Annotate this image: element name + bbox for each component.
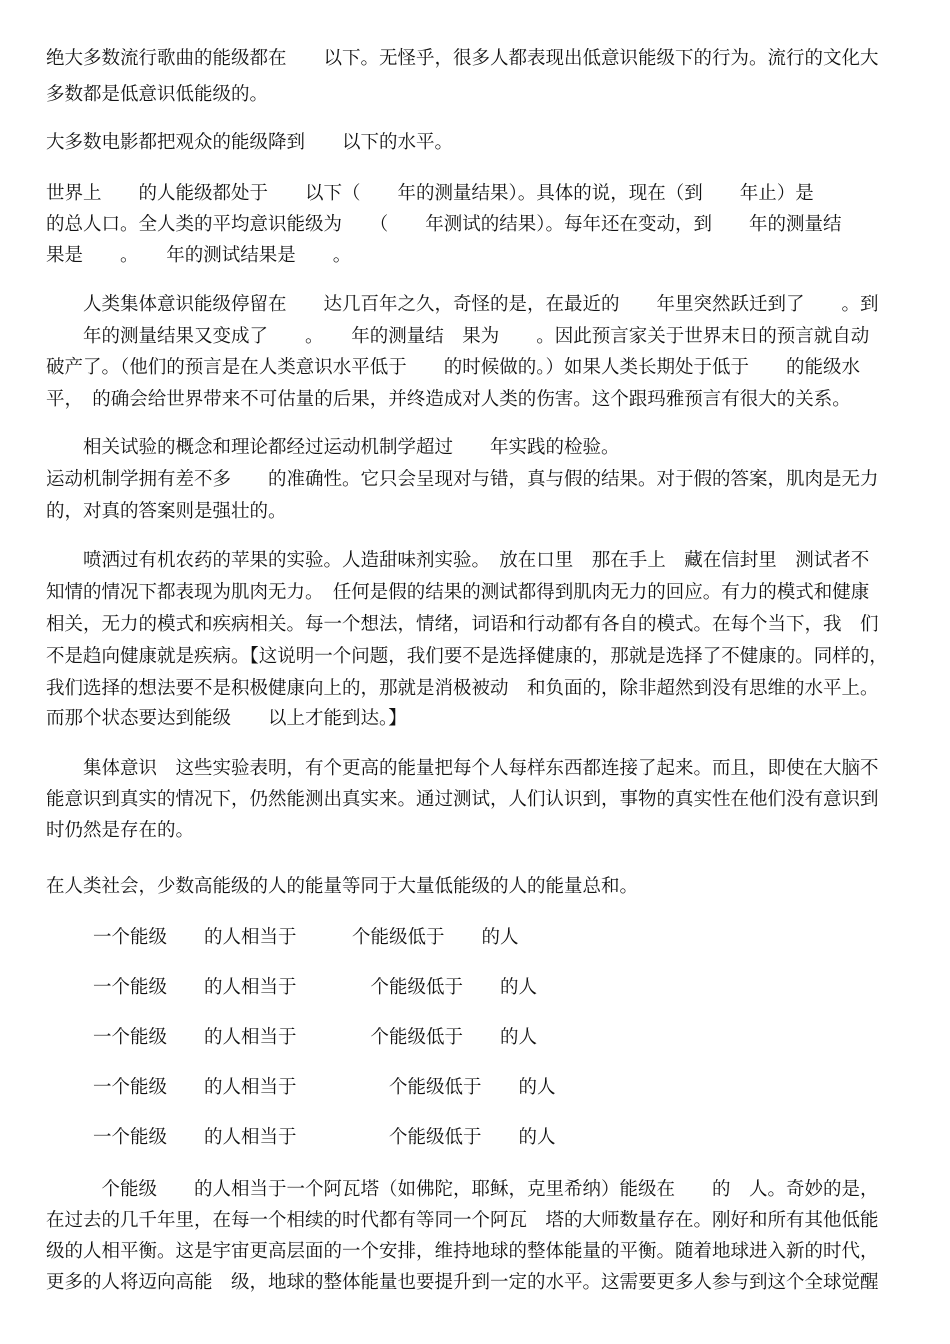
text-line: 相关试验的概念和理论都经过运动机制学超过 年实践的检验。 [46, 437, 620, 458]
text-line: 而那个状态要达到能级 以上才能到达。】 [46, 708, 407, 729]
text-line: 运动机制学拥有差不多 的准确性。它只会呈现对与错，真与假的结果。对于假的答案，肌肉是无力 [46, 469, 879, 490]
text-line: 绝大多数流行歌曲的能级都在 以下。无怪乎，很多人都表现出低意识能级下的行为。流行的文化大 [46, 48, 879, 69]
text-line: 喷洒过有机农药的苹果的实验。人造甜味剂实验。 放在口里 那在手上 藏在信封里 测试者不 [46, 550, 870, 571]
ratio-line: 一个能级 的人相当于 个能级低于 的人 [56, 977, 538, 998]
text-line: 时仍然是存在的。 [46, 820, 195, 841]
text-line: 相关，无力的模式和疾病相关。每一个想法，情绪，词语和行动都有各自的模式。在每个当下，我 们 [46, 614, 879, 635]
text-line: 人类集体意识能级停留在 达几百年之久，奇怪的是，在最近的 年里突然跃迁到了 。到 [46, 294, 879, 315]
text-line: 年的测量结果又变成了 。 年的测量结 果为 。因此预言家关于世界末日的预言就自动 [46, 326, 870, 347]
text-line: 个能级 的人相当于一个阿瓦塔（如佛陀，耶稣，克里希纳）能级在 的 人。奇妙的是， [46, 1179, 879, 1200]
text-line: 的总人口。全人类的平均意识能级为 （ 年测试的结果）。每年还在变动，到 年的测量结 [46, 214, 842, 235]
text-line: 大多数电影都把观众的能级降到 以下的水平。 [46, 132, 454, 153]
text-line: 知情的情况下都表现为肌肉无力。 任何是假的结果的测试都得到肌肉无力的回应。有力的模式和健康 [46, 582, 870, 603]
text-line: 级的人相平衡。这是宇宙更高层面的一个安排，维持地球的整体能量的平衡。随着地球进入新的时代， [46, 1241, 879, 1262]
ratio-line: 一个能级 的人相当于 个能级低于 的人 [56, 1027, 538, 1048]
text-line: 能意识到真实的情况下，仍然能测出真实来。通过测试，人们认识到，事物的真实性在他们没有意识到 [46, 789, 879, 810]
text-line: 的，对真的答案则是强壮的。 [46, 501, 287, 522]
ratio-line: 一个能级 的人相当于 个能级低于 的人 [56, 1127, 556, 1148]
text-line: 果是 。 年的测试结果是 。 [46, 245, 352, 266]
text-line: 平， 的确会给世界带来不可估量的后果，并终造成对人类的伤害。这个跟玛雅预言有很大的关系。 [46, 389, 851, 410]
text-line: 破产了。（他们的预言是在人类意识水平低于 的时候做的。）如果人类长期处于低于 的能级水 [46, 357, 861, 378]
ratio-line: 一个能级 的人相当于 个能级低于 的人 [56, 927, 519, 948]
text-line: 世界上 的人能级都处于 以下（ 年的测量结果）。具体的说，现在（到 年止）是 [46, 183, 814, 204]
text-line: 更多的人将迈向高能 级，地球的整体能量也要提升到一定的水平。这需要更多人参与到这个全球觉醒 [46, 1272, 879, 1293]
text-line: 集体意识 这些实验表明，有个更高的能量把每个人每样东西都连接了起来。而且，即使在大脑不 [46, 758, 879, 779]
text-line: 多数都是低意识低能级的。 [46, 84, 269, 105]
text-line: 在人类社会，少数高能级的人的能量等同于大量低能级的人的能量总和。 [46, 876, 639, 897]
text-line: 在过去的几千年里，在每一个相续的时代都有等同一个阿瓦 塔的大师数量存在。刚好和所有其他低能 [46, 1210, 879, 1231]
ratio-line: 一个能级 的人相当于 个能级低于 的人 [56, 1077, 556, 1098]
text-line: 不是趋向健康就是疾病。【这说明一个问题，我们要不是选择健康的，那就是选择了不健康的。同样的， [46, 646, 888, 667]
text-line: 我们选择的想法要不是积极健康向上的，那就是消极被动 和负面的，除非超然到没有思维的水平上。 [46, 678, 879, 699]
